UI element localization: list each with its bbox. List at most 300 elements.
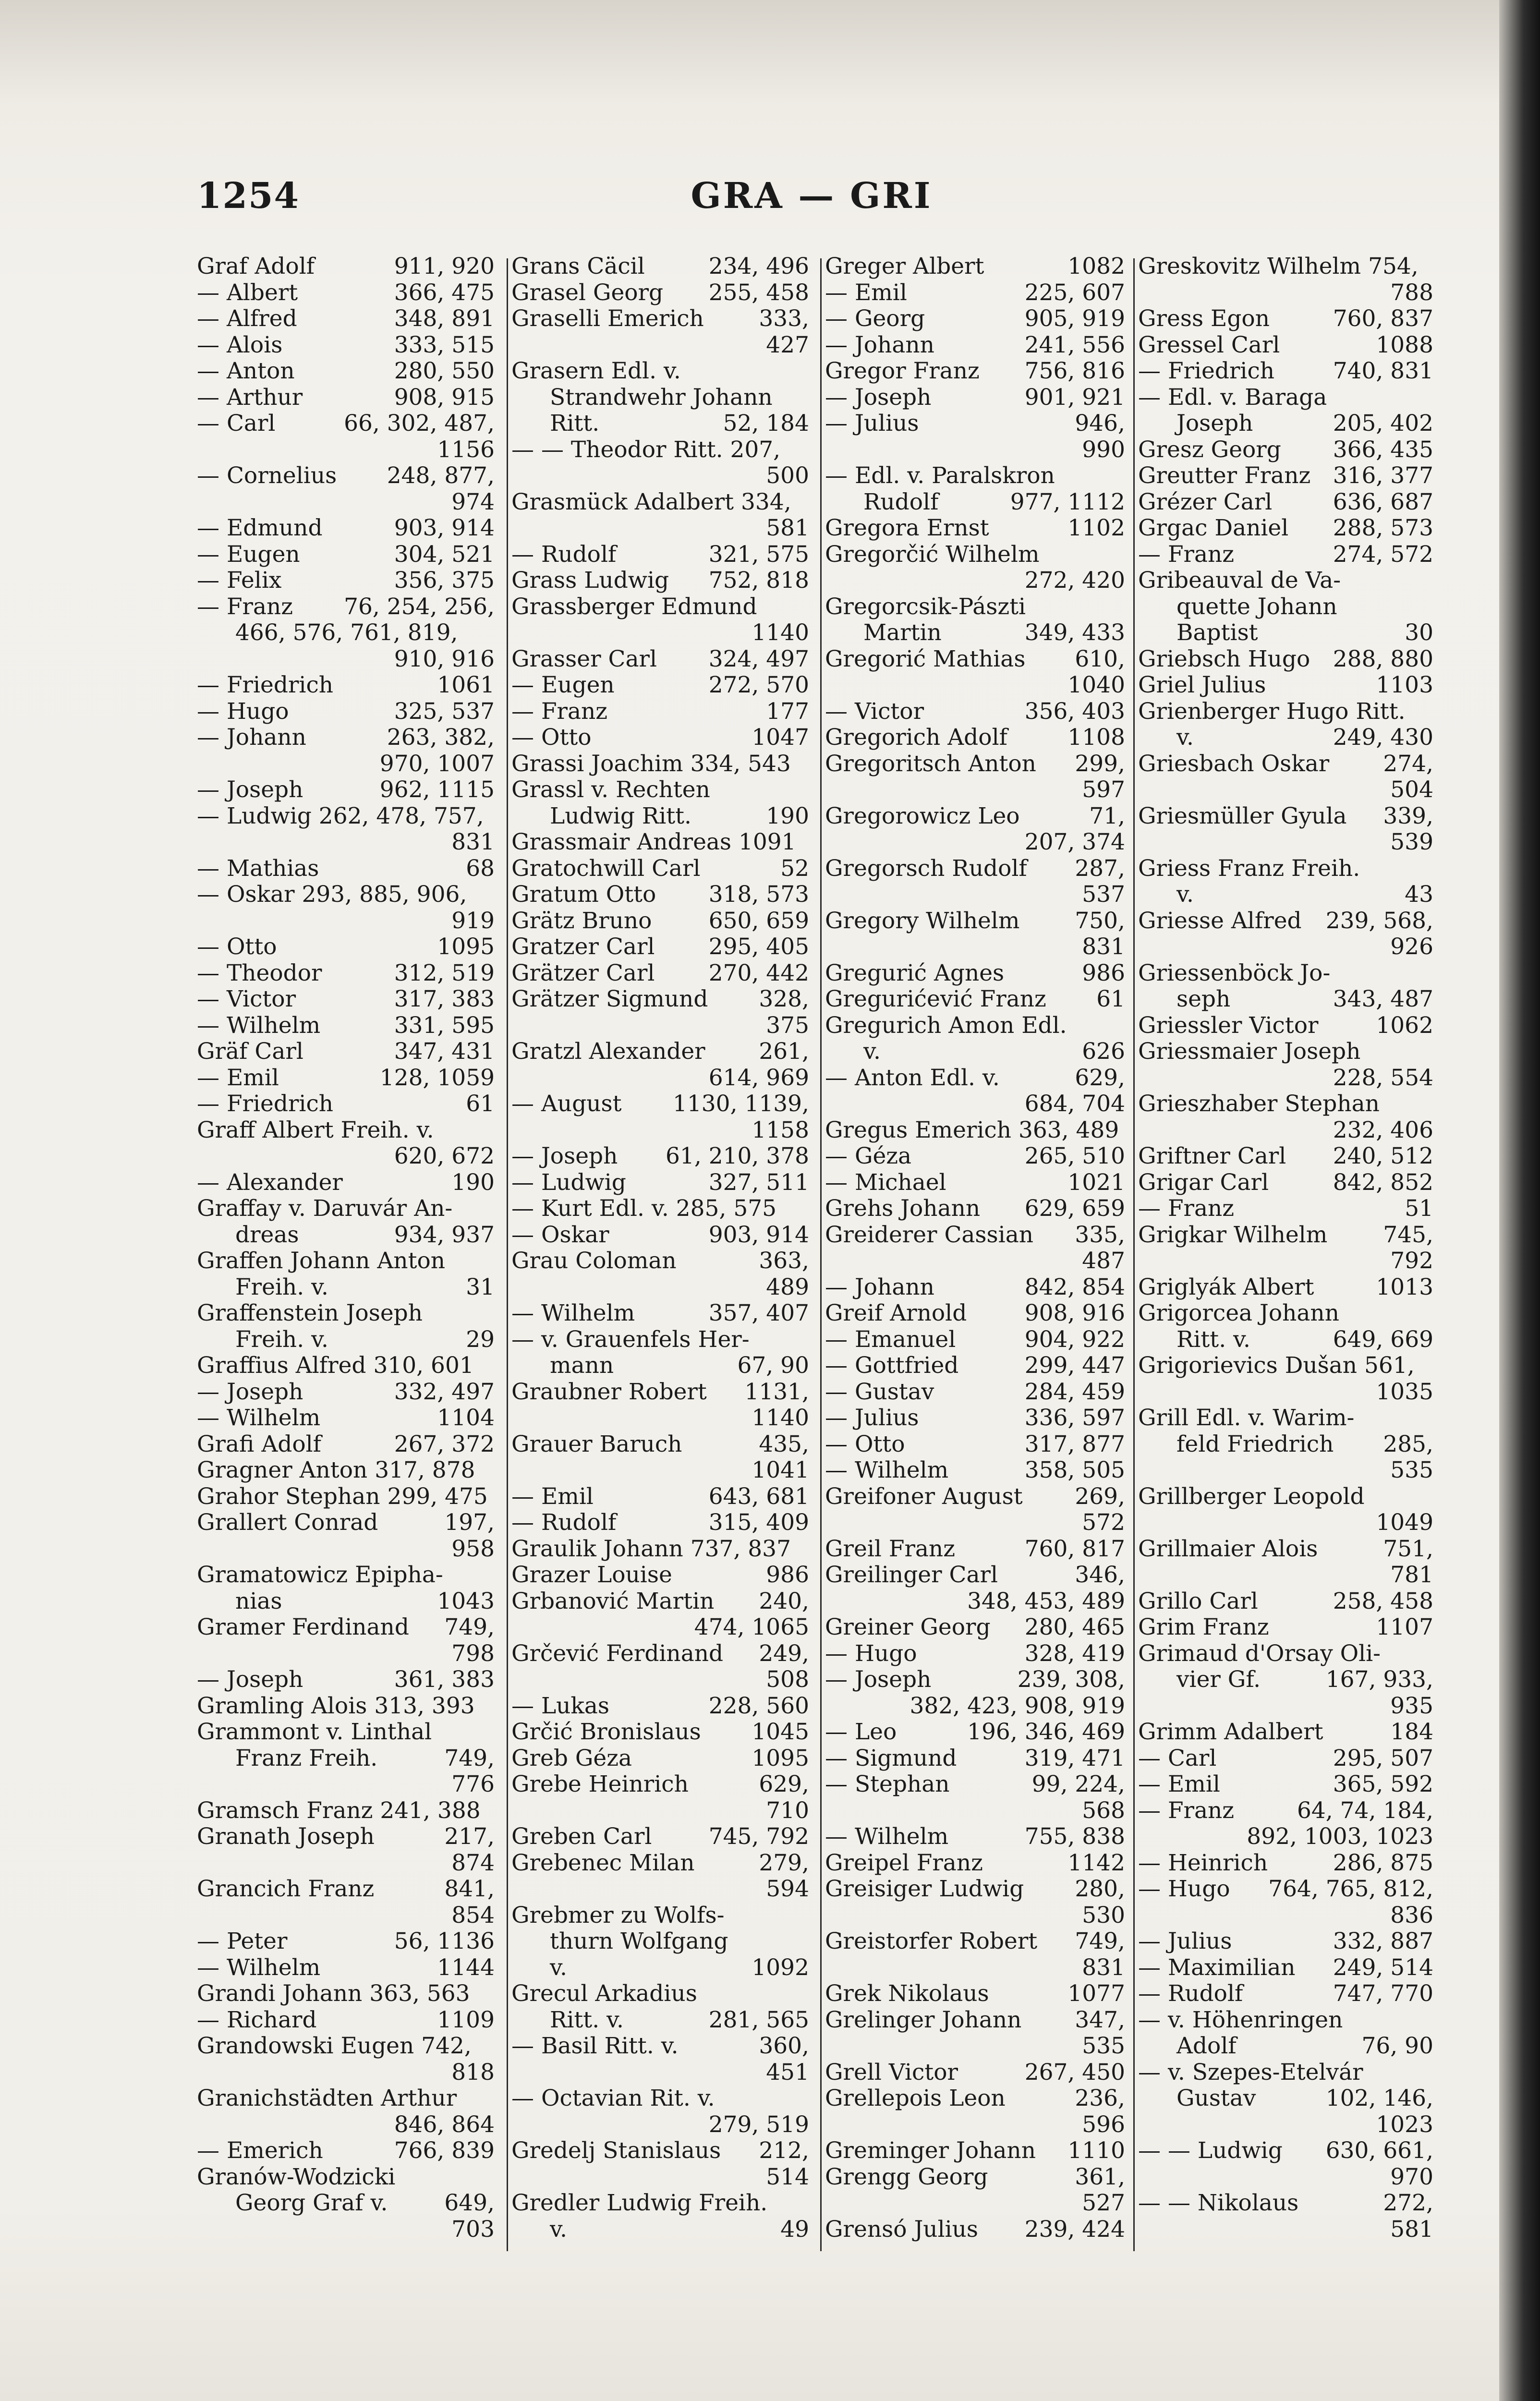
entry-page-refs: 335, — [1075, 1221, 1125, 1248]
entry-name: — Hugo — [1138, 1876, 1230, 1902]
entry-page-refs: 358, 505 — [1024, 1457, 1125, 1483]
index-entry-line — [825, 1614, 1125, 1641]
entry-name: Gramling Alois 313, 393 — [197, 1692, 475, 1719]
index-entry-line — [1138, 1353, 1433, 1379]
entry-name: v. — [550, 2216, 567, 2243]
entry-name: — Basil Ritt. v. — [511, 2033, 679, 2059]
entry-name: Gratum Otto — [511, 881, 656, 908]
index-entry-line — [1138, 1746, 1433, 1772]
index-entry-line — [1138, 1196, 1433, 1222]
entry-name: Griessmaier Joseph — [1138, 1038, 1361, 1065]
index-entry-line — [197, 254, 495, 280]
index-entry-line — [825, 699, 1125, 725]
entry-page-refs: 43 — [1405, 881, 1433, 908]
entry-page-refs: 241, 556 — [1024, 331, 1125, 358]
index-entry-line — [197, 1065, 495, 1091]
entry-page-refs: 1156 — [437, 436, 495, 463]
entry-page-refs: 234, 496 — [708, 253, 809, 279]
index-entry-line — [825, 1379, 1125, 1406]
entry-page-refs: 272, — [1383, 2190, 1433, 2216]
index-entry-line — [197, 646, 495, 673]
index-entry-line — [197, 1536, 495, 1563]
entry-page-refs: 71, — [1089, 802, 1125, 829]
entry-name: Rudolf — [863, 488, 939, 515]
entry-page-refs: 29 — [466, 1326, 495, 1353]
entry-page-refs: 287, — [1075, 855, 1125, 882]
entry-name: — Cornelius — [197, 462, 337, 489]
entry-name: Grebenec Milan — [511, 1849, 695, 1876]
entry-name: Grienberger Hugo Ritt. — [1138, 698, 1406, 725]
entry-name: — Franz — [1138, 1195, 1235, 1222]
index-entry-line — [197, 672, 495, 699]
index-entry-line — [197, 1928, 495, 1955]
entry-name: Grek Nikolaus — [825, 1980, 989, 2007]
index-entry-line — [1138, 908, 1433, 934]
entry-page-refs: 703 — [451, 2216, 495, 2243]
entry-page-refs: 874 — [451, 1849, 495, 1876]
index-entry-line — [511, 515, 809, 542]
index-entry-line — [825, 1196, 1125, 1222]
entry-page-refs: 500 — [766, 462, 809, 489]
entry-page-refs: 854 — [451, 1902, 495, 1928]
index-entry-line — [1138, 1614, 1433, 1641]
entry-name: Grillo Carl — [1138, 1588, 1258, 1614]
index-entry-line — [1138, 1274, 1433, 1301]
index-entry-line — [825, 1510, 1125, 1536]
entry-page-refs: 56, 1136 — [394, 1928, 495, 1954]
page-number: 1254 — [197, 175, 300, 217]
entry-name: Gregurić Agnes — [825, 959, 1005, 986]
entry-name: — Michael — [825, 1169, 946, 1196]
entry-page-refs: 286, 875 — [1333, 1849, 1433, 1876]
entry-name: Ritt. v. — [550, 2006, 624, 2033]
entry-page-refs: 333, 515 — [394, 331, 495, 358]
entry-name: Gregory Wilhelm — [825, 907, 1020, 934]
entry-name: Greipel Franz — [825, 1849, 983, 1876]
entry-page-refs: 295, 405 — [708, 934, 809, 960]
entry-name: Gregorcsik-Pászti — [825, 593, 1026, 620]
entry-name: Gressel Carl — [1138, 331, 1280, 358]
index-entry-line — [825, 1039, 1125, 1065]
entry-name: Grasel Georg — [511, 279, 664, 306]
index-entry-line — [825, 1431, 1125, 1458]
index-entry-line — [825, 1143, 1125, 1170]
entry-page-refs: 267, 450 — [1024, 2059, 1125, 2086]
index-entry-line — [197, 1824, 495, 1850]
entry-name: — Hugo — [825, 1640, 917, 1667]
index-entry-line — [825, 960, 1125, 987]
entry-name: Ludwig Ritt. — [550, 802, 691, 829]
entry-name: Grimm Adalbert — [1138, 1719, 1323, 1745]
entry-page-refs: 249, 430 — [1333, 724, 1433, 751]
index-entry-line — [825, 882, 1125, 908]
entry-name: — Arthur — [197, 384, 303, 411]
entry-name: Grengg Georg — [825, 2163, 988, 2190]
entry-page-refs: 620, 672 — [394, 1143, 495, 1169]
entry-page-refs: 489 — [766, 1273, 809, 1300]
index-entry-line — [825, 1928, 1125, 1955]
entry-name: — Oskar 293, 885, 906, — [197, 881, 467, 908]
entry-name: — Joseph — [197, 776, 303, 803]
index-entry-line — [825, 646, 1125, 673]
index-entry-line — [825, 1484, 1125, 1510]
entry-page-refs: 831 — [1082, 934, 1125, 960]
index-entry-line — [197, 699, 495, 725]
entry-name: Gredelj Stanislaus — [511, 2137, 721, 2164]
entry-name: Greb Géza — [511, 1745, 632, 1771]
entry-name: Gregorsch Rudolf — [825, 855, 1027, 882]
entry-page-refs: 167, 933, — [1325, 1666, 1433, 1693]
entry-page-refs: 935 — [1390, 1692, 1433, 1719]
entry-name: Greistorfer Robert — [825, 1928, 1038, 1954]
entry-name: — Oskar — [511, 1221, 609, 1248]
index-entry-line — [197, 803, 495, 830]
entry-name: Martin — [863, 619, 942, 646]
entry-page-refs: 239, 308, — [1017, 1666, 1125, 1693]
index-entry-line — [825, 1065, 1125, 1091]
entry-name: Grézer Carl — [1138, 488, 1273, 515]
entry-page-refs: 1013 — [1376, 1273, 1433, 1300]
entry-name: — v. Grauenfels Her- — [511, 1326, 750, 1353]
index-entry-line — [511, 1222, 809, 1249]
entry-page-refs: 831 — [1082, 1954, 1125, 1981]
entry-name: Adolf — [1176, 2033, 1237, 2059]
entry-name: Graffen Johann Anton — [197, 1248, 446, 1274]
entry-name: Grafi Adolf — [197, 1431, 322, 1457]
entry-page-refs: 740, 831 — [1333, 358, 1433, 384]
index-entry-line — [1138, 2033, 1433, 2060]
index-entry-line — [1138, 280, 1433, 306]
index-entry-line — [197, 1641, 495, 1667]
entry-page-refs: 749, — [444, 1745, 495, 1771]
index-entry-line — [197, 1274, 495, 1301]
index-entry-line — [197, 2190, 495, 2217]
entry-name: Greutter Franz — [1138, 462, 1311, 489]
entry-page-refs: 263, 382, — [387, 724, 495, 751]
entry-name: Grandi Johann 363, 563 — [197, 1980, 470, 2007]
entry-name: — Emil — [1138, 1771, 1220, 1797]
entry-page-refs: 903, 914 — [394, 515, 495, 541]
entry-name: v. — [863, 1038, 881, 1065]
entry-name: Griftner Carl — [1138, 1143, 1286, 1169]
entry-name: Grelinger Johann — [825, 2006, 1022, 2033]
entry-name: — Kurt Edl. v. 285, 575 — [511, 1195, 777, 1222]
index-entry-line — [1138, 358, 1433, 385]
entry-name: — Ludwig 262, 478, 757, — [197, 802, 484, 829]
entry-name: Griesmüller Gyula — [1138, 802, 1347, 829]
entry-name: Grigorcea Johann — [1138, 1300, 1339, 1326]
entry-name: — Carl — [1138, 1745, 1217, 1771]
index-entry-line — [511, 2217, 809, 2243]
index-entry-line — [511, 1013, 809, 1039]
index-entry-line — [197, 1117, 495, 1144]
entry-name: — Franz — [511, 698, 608, 725]
index-entry-line — [825, 1981, 1125, 2007]
index-entry-line — [825, 280, 1125, 306]
entry-name: Gregurich Amon Edl. — [825, 1012, 1067, 1039]
entry-page-refs: 184 — [1390, 1719, 1433, 1745]
entry-name: — Otto — [825, 1431, 905, 1457]
entry-page-refs: 745, 792 — [708, 1823, 809, 1850]
index-entry-line — [1138, 699, 1433, 725]
index-entry-line — [511, 2164, 809, 2191]
index-entry-line — [511, 1850, 809, 1877]
entry-page-refs: 274, — [1383, 750, 1433, 777]
index-entry-line — [197, 620, 495, 646]
entry-page-refs: 427 — [766, 331, 809, 358]
entry-page-refs: 1092 — [752, 1954, 809, 1981]
index-entry-line — [825, 1170, 1125, 1196]
index-entry-line — [1138, 1589, 1433, 1615]
entry-page-refs: 64, 74, 184, — [1297, 1797, 1433, 1824]
entry-page-refs: 970 — [1390, 2163, 1433, 2190]
index-entry-line — [197, 568, 495, 594]
entry-page-refs: 285, — [1383, 1431, 1433, 1457]
entry-name: — Leo — [825, 1719, 897, 1745]
index-entry-line — [825, 1327, 1125, 1353]
entry-page-refs: 842, 852 — [1333, 1169, 1433, 1196]
entry-name: Grgac Daniel — [1138, 515, 1289, 541]
index-entry-line — [1138, 332, 1433, 359]
entry-name: Gräf Carl — [197, 1038, 303, 1065]
entry-name: — Alfred — [197, 305, 297, 332]
index-entry-line — [511, 1746, 809, 1772]
entry-page-refs: 751, — [1383, 1535, 1433, 1562]
entry-page-refs: 986 — [1082, 959, 1125, 986]
entry-name: — Franz — [1138, 1797, 1235, 1824]
entry-page-refs: 781 — [1390, 1562, 1433, 1588]
entry-name: Grätzer Carl — [511, 959, 655, 986]
entry-page-refs: 1045 — [752, 1719, 809, 1745]
index-entry-line — [197, 856, 495, 882]
entry-name: — Otto — [197, 934, 277, 960]
entry-page-refs: 177 — [766, 698, 809, 725]
index-entry-line — [511, 254, 809, 280]
entry-name: Graf Adolf — [197, 253, 315, 279]
index-entry-line — [1138, 254, 1433, 280]
entry-page-refs: 745, — [1383, 1221, 1433, 1248]
index-entry-line — [825, 2060, 1125, 2086]
entry-page-refs: 315, 409 — [708, 1509, 809, 1536]
index-entry-line — [1138, 1981, 1433, 2007]
index-entry-line — [825, 725, 1125, 751]
entry-page-refs: 958 — [451, 1535, 495, 1562]
entry-page-refs: 986 — [766, 1562, 809, 1588]
index-entry-line — [511, 1405, 809, 1431]
entry-page-refs: 239, 568, — [1325, 907, 1433, 934]
entry-page-refs: 248, 877, — [387, 462, 495, 489]
index-entry-line — [1138, 411, 1433, 437]
entry-page-refs: 68 — [466, 855, 495, 882]
entry-name: Grecul Arkadius — [511, 1980, 697, 2007]
entry-name: — Ludwig — [511, 1169, 626, 1196]
index-entry-line — [825, 515, 1125, 542]
entry-name: — Friedrich — [1138, 358, 1275, 384]
entry-page-refs: 792 — [1390, 1248, 1433, 1274]
index-entry-line — [825, 1771, 1125, 1798]
index-entry-line — [825, 2164, 1125, 2191]
entry-page-refs: 99, 224, — [1031, 1771, 1125, 1797]
entry-page-refs: 798 — [451, 1640, 495, 1667]
index-entry-line — [1138, 568, 1433, 594]
entry-name: Grieszhaber Stephan — [1138, 1091, 1380, 1117]
entry-name: — Friedrich — [197, 672, 334, 698]
entry-page-refs: 836 — [1390, 1902, 1433, 1928]
entry-name: Grassmair Andreas 1091 — [511, 829, 796, 855]
entry-page-refs: 487 — [1082, 1248, 1125, 1274]
entry-page-refs: 1104 — [437, 1405, 495, 1431]
index-entry-line — [1138, 1143, 1433, 1170]
index-entry-line — [825, 1876, 1125, 1903]
entry-name: — Joseph — [197, 1378, 303, 1405]
entry-name: Gregus Emerich 363, 489 — [825, 1116, 1119, 1143]
entry-page-refs: 279, 519 — [708, 2111, 809, 2138]
entry-name: Greil Franz — [825, 1535, 955, 1562]
entry-page-refs: 1158 — [752, 1116, 809, 1143]
entry-page-refs: 649, — [444, 2190, 495, 2216]
index-entry-line — [511, 960, 809, 987]
entry-name: Grensó Julius — [825, 2216, 979, 2243]
entry-page-refs: 636, 687 — [1333, 488, 1433, 515]
entry-page-refs: 1041 — [752, 1457, 809, 1483]
index-entry-line — [197, 882, 495, 908]
index-entry-line — [1138, 2217, 1433, 2243]
index-entry-line — [825, 594, 1125, 620]
entry-name: — Franz — [1138, 541, 1235, 568]
index-entry-line — [197, 1510, 495, 1536]
index-entry-line — [825, 1274, 1125, 1301]
entry-page-refs: 66, 302, 487, — [344, 410, 495, 437]
index-entry-line — [1138, 882, 1433, 908]
entry-page-refs: 321, 575 — [708, 541, 809, 568]
index-entry-line — [511, 2138, 809, 2164]
index-entry-line — [197, 280, 495, 306]
entry-name: — Johann — [825, 1273, 934, 1300]
entry-page-refs: 360, — [759, 2033, 809, 2059]
index-entry-line — [1138, 2007, 1433, 2034]
entry-name: Greskovitz Wilhelm 754, — [1138, 253, 1419, 279]
index-entry-line — [1138, 1719, 1433, 1746]
entry-name: — Joseph — [511, 1143, 618, 1169]
index-entry-line — [197, 385, 495, 411]
index-entry-line — [825, 777, 1125, 803]
index-entry-line — [511, 2112, 809, 2138]
index-entry-line — [825, 1353, 1125, 1379]
index-entry-line — [197, 1771, 495, 1798]
entry-page-refs: 990 — [1082, 436, 1125, 463]
index-entry-line — [1138, 1928, 1433, 1955]
index-entry-line — [825, 2007, 1125, 2034]
index-entry-line — [511, 908, 809, 934]
index-entry-line — [197, 1903, 495, 1929]
entry-page-refs: 1095 — [752, 1745, 809, 1771]
entry-page-refs: 261, — [759, 1038, 809, 1065]
entry-name: Griesse Alfred — [1138, 907, 1302, 934]
entry-name: — Wilhelm — [511, 1300, 635, 1326]
entry-name: Greben Carl — [511, 1823, 652, 1850]
index-entry-line — [511, 1824, 809, 1850]
entry-page-refs: 1023 — [1376, 2111, 1433, 2138]
index-entry-line — [1138, 463, 1433, 489]
entry-name: — Victor — [197, 986, 296, 1012]
entry-name: Gregora Ernst — [825, 515, 989, 541]
index-entry-line — [511, 1719, 809, 1746]
index-entry-line — [1138, 1039, 1433, 1065]
index-entry-line — [1138, 1117, 1433, 1144]
index-entry-line — [197, 1091, 495, 1117]
index-entry-line — [197, 1562, 495, 1589]
entry-page-refs: 299, 447 — [1024, 1352, 1125, 1379]
entry-name: Greiderer Cassian — [825, 1221, 1033, 1248]
entry-page-refs: 846, 864 — [394, 2111, 495, 2138]
index-entry-line — [1138, 1693, 1433, 1720]
entry-page-refs: 1144 — [437, 1954, 495, 1981]
entry-page-refs: 299, — [1075, 750, 1125, 777]
entry-page-refs: 190 — [766, 802, 809, 829]
entry-page-refs: 280, 465 — [1024, 1614, 1125, 1640]
entry-page-refs: 831 — [451, 829, 495, 855]
entry-name: — Victor — [825, 698, 924, 725]
entry-name: Gratzl Alexander — [511, 1038, 705, 1065]
entry-page-refs: 537 — [1082, 881, 1125, 908]
index-entry-line — [825, 1641, 1125, 1667]
entry-page-refs: 304, 521 — [394, 541, 495, 568]
entry-page-refs: 1103 — [1376, 672, 1433, 698]
entry-page-refs: 279, — [759, 1849, 809, 1876]
index-entry-line — [197, 332, 495, 359]
entry-page-refs: 255, 458 — [708, 279, 809, 306]
index-entry-line — [1138, 1484, 1433, 1510]
index-entry-line — [511, 1300, 809, 1327]
index-entry-line — [197, 1614, 495, 1641]
entry-page-refs: 474, 1065 — [694, 1614, 809, 1640]
index-entry-line — [511, 489, 809, 516]
entry-page-refs: 339, — [1383, 802, 1433, 829]
entry-name: — — Nikolaus — [1138, 2190, 1299, 2216]
index-entry-line — [825, 2112, 1125, 2138]
entry-name: — Felix — [197, 567, 282, 594]
index-entry-line — [511, 1065, 809, 1091]
entry-name: Ritt. — [550, 410, 600, 437]
entry-name: v. — [1176, 724, 1194, 751]
entry-page-refs: 336, 597 — [1024, 1405, 1125, 1431]
entry-name: Grebe Heinrich — [511, 1771, 689, 1797]
index-entry-line — [197, 1405, 495, 1431]
index-entry-line — [197, 515, 495, 542]
index-entry-line — [511, 1091, 809, 1117]
entry-page-refs: 908, 915 — [394, 384, 495, 411]
index-entry-line — [1138, 1065, 1433, 1091]
index-entry-line — [511, 1589, 809, 1615]
index-entry-line — [1138, 2164, 1433, 2191]
index-entry-line — [197, 986, 495, 1013]
index-entry-line — [1138, 751, 1433, 777]
entry-page-refs: 288, 573 — [1333, 515, 1433, 541]
index-entry-line — [197, 2086, 495, 2112]
entry-name: — Emil — [197, 1064, 279, 1091]
entry-name: Grancich Franz — [197, 1876, 375, 1902]
index-entry-line — [1138, 646, 1433, 673]
entry-page-refs: 581 — [766, 515, 809, 541]
entry-name: mann — [550, 1352, 614, 1379]
index-entry-line — [511, 1484, 809, 1510]
entry-page-refs: 267, 372 — [394, 1431, 495, 1457]
index-entry-line — [1138, 725, 1433, 751]
entry-name: Granath Joseph — [197, 1823, 375, 1850]
entry-page-refs: 328, — [759, 986, 809, 1012]
index-entry-line — [1138, 1824, 1433, 1850]
index-entry-line — [511, 463, 809, 489]
